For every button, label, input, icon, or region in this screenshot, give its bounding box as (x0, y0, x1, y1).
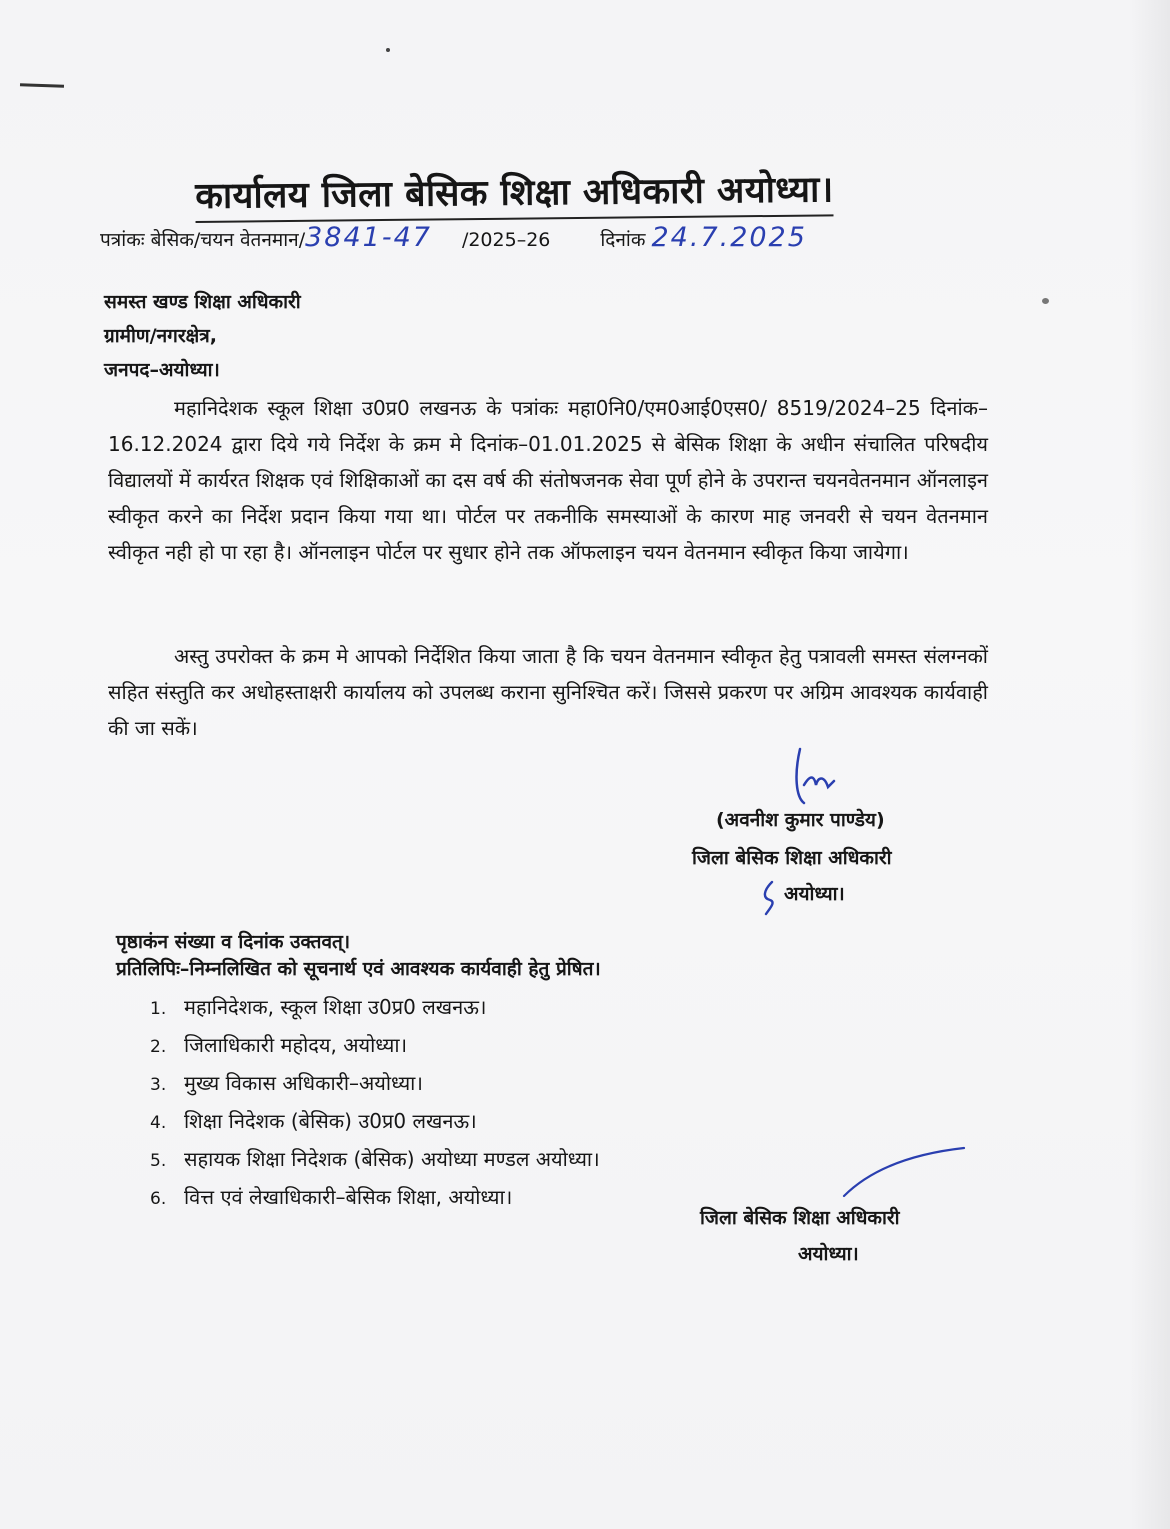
speck (1042, 298, 1049, 304)
list-item-text: सहायक शिक्षा निदेशक (बेसिक) अयोध्या मण्डल अयोध्या। (184, 1147, 600, 1171)
addressee-line-2: ग्रामीण/नगरक्षेत्र, (104, 325, 217, 347)
body-paragraph-1: महानिदेशक स्कूल शिक्षा उ0प्र0 लखनऊ के पत्रांकः महा0नि0/एम0आई0एस0/ 8519/2024–25 दिनांक–16.12.2024 द्वारा दिये गये निर्देश के क्रम मे दिनांक–01.01.2025 से बेसिक शिक्षा के अधीन संचालित परिषदीय विद्यालयों में कार्यरत शिक्षक एवं शिक्षिकाओं का दस वर्ष की संतोषजनक सेवा पूर्ण होने के उपरान्त चयनवेतनमान ऑनलाइन स्वीकृत करने का निर्देश प्रदान किया गया था। पोर्टल पर तकनीकि समस्याओं के कारण माह जनवरी से चयन वेतनमान स्वीकृत नही हो पा रहा है। ऑनलाइन पोर्टल पर सुधार होने तक ऑफलाइन चयन वेतनमान स्वीकृत किया जायेगा। (108, 396, 988, 564)
handwritten-signature (790, 745, 860, 815)
edge-mark (20, 83, 64, 88)
reference-line (100, 222, 807, 253)
footer-place: अयोध्या। (798, 1243, 859, 1265)
list-item (150, 1178, 600, 1216)
office-title: कार्यालय जिला बेसिक शिक्षा अधिकारी अयोध्या। (195, 163, 834, 223)
addressee-line-3: जनपद–अयोध्या। (104, 359, 220, 381)
copy-recipient-list (150, 988, 600, 1216)
list-item (150, 1026, 600, 1064)
addressee-line-1: समस्त खण्ड शिक्षा अधिकारी (104, 291, 301, 313)
list-item-text: मुख्य विकास अधिकारी–अयोध्या। (184, 1071, 423, 1095)
copy-to-text: प्रतिलिपिः–निम्नलिखित को सूचनार्थ एवं आवश्यक कार्यवाही हेतु प्रेषित। (116, 958, 601, 980)
reference-prefix: पत्रांकः बेसिक/चयन वेतनमान/ (100, 229, 306, 251)
footer-signature-stroke (840, 1140, 970, 1200)
list-item-number: 1. (150, 999, 167, 1019)
signatory-name: (अवनीश कुमार पाण्डेय) (716, 809, 885, 831)
list-item-number: 3. (150, 1075, 167, 1095)
copy-to-line (116, 955, 601, 981)
speck (386, 48, 390, 52)
list-item-text: वित्त एवं लेखाधिकारी–बेसिक शिक्षा, अयोध्या। (184, 1185, 513, 1209)
list-item (150, 1102, 600, 1140)
initial-mark (758, 878, 782, 918)
list-item (150, 988, 600, 1026)
list-item (150, 1064, 600, 1102)
reference-year: /2025–26 (461, 229, 551, 251)
list-item-text: शिक्षा निदेशक (बेसिक) उ0प्र0 लखनऊ। (184, 1109, 477, 1133)
list-item-text: जिलाधिकारी महोदय, अयोध्या। (184, 1033, 408, 1057)
list-item (150, 1140, 600, 1178)
signatory-designation: जिला बेसिक शिक्षा अधिकारी (692, 847, 892, 869)
date-label: दिनांक (600, 229, 646, 251)
endorsement-line: पृष्ठाकंन संख्या व दिनांक उक्तवत्। (116, 931, 351, 953)
signatory-place: अयोध्या। (784, 883, 845, 905)
list-item-number: 6. (150, 1189, 167, 1209)
list-item-number: 5. (150, 1151, 167, 1171)
list-item-number: 2. (150, 1037, 167, 1057)
footer-designation: जिला बेसिक शिक्षा अधिकारी (700, 1207, 900, 1229)
list-item-number: 4. (150, 1113, 167, 1133)
list-item-text: महानिदेशक, स्कूल शिक्षा उ0प्र0 लखनऊ। (184, 995, 487, 1019)
body-paragraph-2: अस्तु उपरोक्त के क्रम मे आपको निर्देशित किया जाता है कि चयन वेतनमान स्वीकृत हेतु पत्रावली समस्त संलग्नकों सहित संस्तुति कर अधोहस्ताक्षरी कार्यालय को उपलब्ध कराना सुनिश्चित करें। जिससे प्रकरण पर अग्रिम आवश्यक कार्यवाही की जा सकें। (108, 644, 988, 740)
reference-number-handwritten: 3841-47 (305, 222, 432, 253)
date-handwritten: 24.7.2025 (651, 222, 807, 253)
